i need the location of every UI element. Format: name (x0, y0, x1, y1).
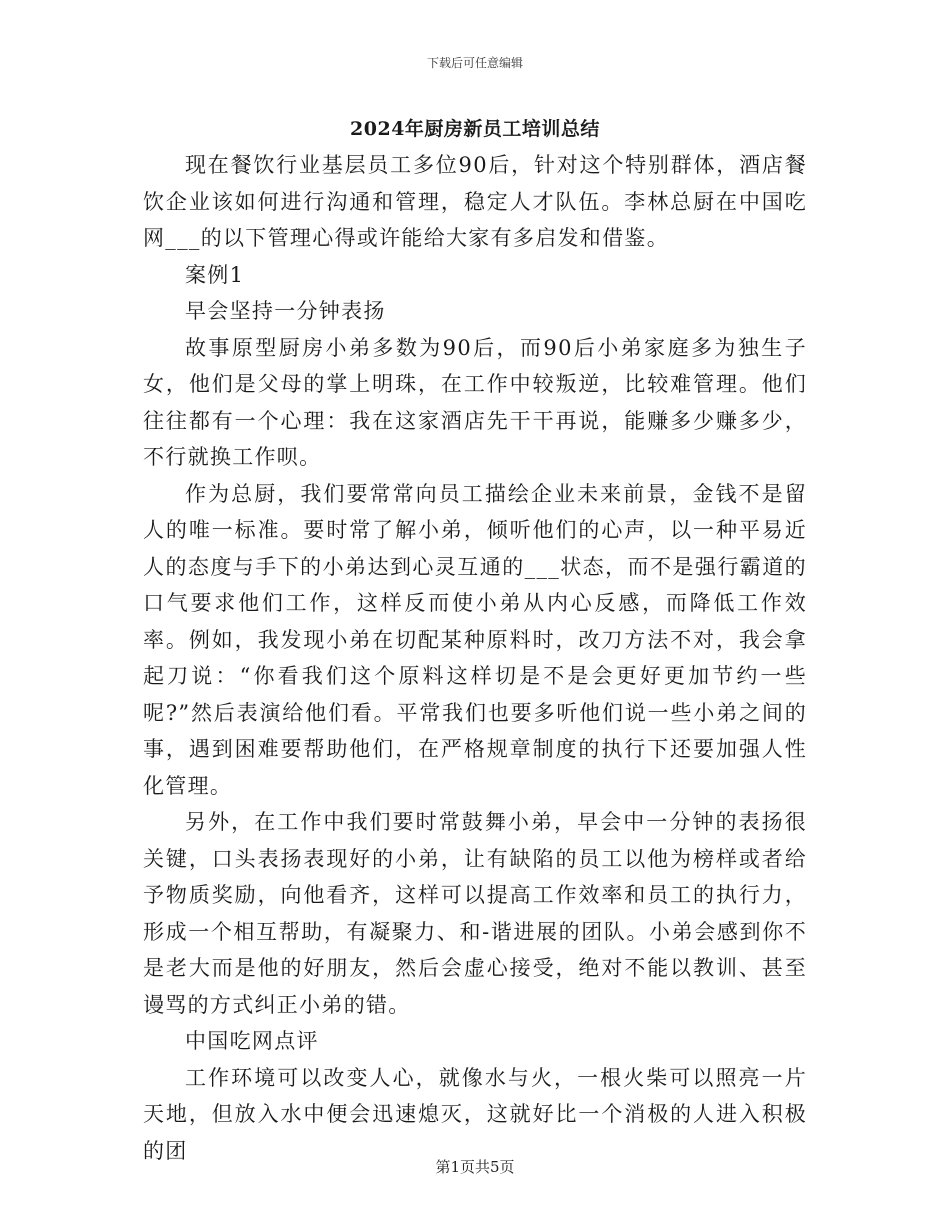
document-body (143, 147, 807, 1169)
paragraph-review-heading: 中国吃网点评 (185, 1029, 319, 1053)
paragraph-case-heading: 早会坚持一分钟表扬 (185, 299, 386, 323)
page-number: 第1页共5页 (435, 1158, 515, 1176)
document-title: 2024年厨房新员工培训总结 (350, 118, 600, 140)
paragraph-chef-approach: 作为总厨，我们要常常向员工描绘企业未来前景，金钱不是留人的唯一标准。要时常了解小弟，倾听他们的心声，以一种平易近人的态度与手下的小弟达到心灵互通的___状态，而不是强行霸道的口气要求他们工作，这样反而使小弟从内心反感，而降低工作效率。例如，我发现小弟在切配某种原料时，改刀方法不对，我会拿起刀说：“你看我们这个原料这样切是不是会更好更加节约一些呢?”然后表演给他们看。平常我们也要多听他们说一些小弟之间的事，遇到困难要帮助他们，在严格规章制度的执行下还要加强人性化管理。 (143, 481, 807, 798)
header-note: 下载后可任意编辑 (426, 56, 523, 70)
paragraph-encouragement: 另外，在工作中我们要时常鼓舞小弟，早会中一分钟的表扬很关键，口头表扬表现好的小弟，让有缺陷的员工以他为榜样或者给予物质奖励，向他看齐，这样可以提高工作效率和员工的执行力，形成一个相互帮助，有凝聚力、和-谐进展的团队。小弟会感到你不是老大而是他的好朋友，然后会虚心接受，绝对不能以教训、甚至谩骂的方式纠正小弟的错。 (143, 810, 807, 1017)
paragraph-case-label: 案例1 (185, 262, 245, 287)
paragraph-intro: 现在餐饮行业基层员工多位90后，针对这个特别群体，酒店餐饮企业该如何进行沟通和管理，稳定人才队伍。李林总厨在中国吃网___的以下管理心得或许能给大家有多启发和借鉴。 (143, 153, 807, 250)
paragraph-review: 工作环境可以改变人心，就像水与火，一根火柴可以照亮一片天地，但放入水中便会迅速熄灭，这就好比一个消极的人进入积极的团 (143, 1065, 807, 1163)
paragraph-story: 故事原型厨房小弟多数为90后，而90后小弟家庭多为独生子女，他们是父母的掌上明珠，在工作中较叛逆，比较难管理。他们往往都有一个心理：我在这家酒店先干干再说，能赚多少赚多少，不行就换工作呗。 (143, 335, 807, 469)
